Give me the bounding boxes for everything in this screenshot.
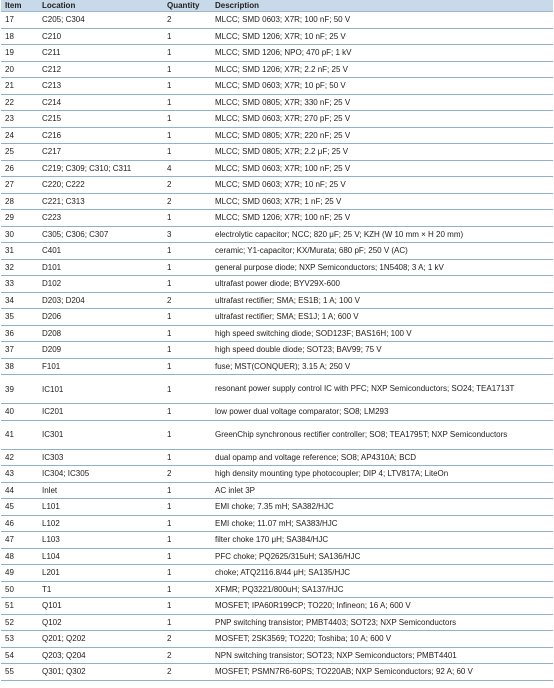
cell-quantity: 1 xyxy=(163,449,211,466)
cell-item: 54 xyxy=(1,647,38,664)
cell-item: 44 xyxy=(1,482,38,499)
cell-description: high speed switching diode; SOD123F; BAS16H; 100 V xyxy=(211,325,553,342)
table-row xyxy=(1,598,553,615)
table-row xyxy=(1,631,553,648)
cell-location: C221; C313 xyxy=(38,193,163,210)
cell-item: 51 xyxy=(1,598,38,615)
cell-description: MLCC; SMD 0603; X7R; 1 nF; 25 V xyxy=(211,193,553,210)
cell-quantity: 2 xyxy=(163,664,211,681)
cell-item: 55 xyxy=(1,664,38,681)
cell-quantity: 1 xyxy=(163,420,211,449)
cell-description: choke; ATQ2116.8/44 μH; SA135/HJC xyxy=(211,565,553,582)
table-row xyxy=(1,664,553,681)
cell-quantity: 1 xyxy=(163,565,211,582)
table-row xyxy=(1,309,553,326)
cell-quantity: 2 xyxy=(163,193,211,210)
cell-item: 28 xyxy=(1,193,38,210)
cell-location: C401 xyxy=(38,243,163,260)
cell-quantity: 2 xyxy=(163,177,211,194)
cell-description: MLCC; SMD 0603; X7R; 10 nF; 25 V xyxy=(211,177,553,194)
cell-item: 38 xyxy=(1,358,38,375)
table-row xyxy=(1,127,553,144)
cell-item: 40 xyxy=(1,404,38,421)
cell-quantity: 1 xyxy=(163,309,211,326)
cell-quantity: 2 xyxy=(163,12,211,29)
cell-item: 18 xyxy=(1,28,38,45)
cell-description: AC inlet 3P xyxy=(211,482,553,499)
cell-quantity: 1 xyxy=(163,259,211,276)
cell-location: C220; C222 xyxy=(38,177,163,194)
table-row xyxy=(1,647,553,664)
table-row xyxy=(1,499,553,516)
table-row xyxy=(1,193,553,210)
cell-location: D102 xyxy=(38,276,163,293)
cell-location: T1 xyxy=(38,581,163,598)
cell-quantity: 1 xyxy=(163,61,211,78)
table-row xyxy=(1,358,553,375)
cell-description: electrolytic capacitor; NCC; 820 μF; 25 V; KZH (W 10 mm × H 20 mm) xyxy=(211,226,553,243)
cell-quantity: 2 xyxy=(163,647,211,664)
cell-description: EMI choke; 11.07 mH; SA383/HJC xyxy=(211,515,553,532)
table-row xyxy=(1,565,553,582)
table-row xyxy=(1,292,553,309)
table-row xyxy=(1,325,553,342)
cell-description: resonant power supply control IC with PFC; NXP Semiconductors; SO24; TEA1713T xyxy=(211,375,553,404)
cell-quantity: 1 xyxy=(163,243,211,260)
cell-description: MOSFET; 2SK3569; TO220; Toshiba; 10 A; 600 V xyxy=(211,631,553,648)
cell-description: MLCC; SMD 0805; X7R; 2.2 μF; 25 V xyxy=(211,144,553,161)
cell-location: F101 xyxy=(38,358,163,375)
table-row xyxy=(1,276,553,293)
table-row xyxy=(1,466,553,483)
cell-description: PFC choke; PQ2625/315uH; SA136/HJC xyxy=(211,548,553,565)
table-row xyxy=(1,210,553,227)
cell-location: C215 xyxy=(38,111,163,128)
cell-description: dual opamp and voltage reference; SO8; AP4310A; BCD xyxy=(211,449,553,466)
cell-location: Q101 xyxy=(38,598,163,615)
cell-location: C205; C304 xyxy=(38,12,163,29)
cell-quantity: 1 xyxy=(163,375,211,404)
cell-item: 39 xyxy=(1,375,38,404)
table-row xyxy=(1,111,553,128)
table-row xyxy=(1,482,553,499)
cell-item: 25 xyxy=(1,144,38,161)
cell-quantity: 1 xyxy=(163,614,211,631)
cell-quantity: 1 xyxy=(163,276,211,293)
cell-item: 26 xyxy=(1,160,38,177)
cell-location: IC303 xyxy=(38,449,163,466)
cell-description: MLCC; SMD 0805; X7R; 220 nF; 25 V xyxy=(211,127,553,144)
cell-item: 22 xyxy=(1,94,38,111)
table-row xyxy=(1,243,553,260)
table-row xyxy=(1,28,553,45)
cell-item: 47 xyxy=(1,532,38,549)
table-row xyxy=(1,449,553,466)
cell-description: ceramic; Y1-capacitor; KX/Murata; 680 pF; 250 V (AC) xyxy=(211,243,553,260)
cell-quantity: 1 xyxy=(163,548,211,565)
cell-item: 36 xyxy=(1,325,38,342)
cell-item: 43 xyxy=(1,466,38,483)
bom-table xyxy=(1,0,553,681)
table-row xyxy=(1,177,553,194)
cell-item: 46 xyxy=(1,515,38,532)
cell-item: 29 xyxy=(1,210,38,227)
cell-location: C211 xyxy=(38,45,163,62)
cell-item: 53 xyxy=(1,631,38,648)
cell-item: 49 xyxy=(1,565,38,582)
bom-table-body xyxy=(1,12,553,681)
table-row xyxy=(1,420,553,449)
cell-location: L104 xyxy=(38,548,163,565)
cell-item: 27 xyxy=(1,177,38,194)
cell-location: L103 xyxy=(38,532,163,549)
header-description: Description xyxy=(211,0,553,12)
cell-description: MLCC; SMD 0805; X7R; 330 nF; 25 V xyxy=(211,94,553,111)
cell-quantity: 1 xyxy=(163,358,211,375)
cell-quantity: 1 xyxy=(163,127,211,144)
cell-quantity: 1 xyxy=(163,45,211,62)
cell-description: EMI choke; 7.35 mH; SA382/HJC xyxy=(211,499,553,516)
cell-item: 24 xyxy=(1,127,38,144)
header-row xyxy=(1,0,553,12)
bom-table-header xyxy=(1,0,553,12)
cell-item: 42 xyxy=(1,449,38,466)
cell-location: C214 xyxy=(38,94,163,111)
cell-item: 34 xyxy=(1,292,38,309)
cell-item: 23 xyxy=(1,111,38,128)
cell-location: C216 xyxy=(38,127,163,144)
cell-item: 20 xyxy=(1,61,38,78)
table-row xyxy=(1,404,553,421)
cell-quantity: 2 xyxy=(163,292,211,309)
cell-quantity: 1 xyxy=(163,598,211,615)
cell-location: C210 xyxy=(38,28,163,45)
cell-quantity: 4 xyxy=(163,160,211,177)
cell-description: high speed double diode; SOT23; BAV99; 75 V xyxy=(211,342,553,359)
cell-description: MLCC; SMD 1206; X7R; 10 nF; 25 V xyxy=(211,28,553,45)
cell-item: 45 xyxy=(1,499,38,516)
cell-location: Inlet xyxy=(38,482,163,499)
cell-description: MLCC; SMD 0603; X7R; 100 nF; 25 V xyxy=(211,160,553,177)
cell-item: 35 xyxy=(1,309,38,326)
cell-description: filter choke 170 μH; SA384/HJC xyxy=(211,532,553,549)
header-quantity: Quantity xyxy=(163,0,211,12)
cell-location: C212 xyxy=(38,61,163,78)
cell-location: L201 xyxy=(38,565,163,582)
header-location: Location xyxy=(38,0,163,12)
cell-quantity: 1 xyxy=(163,515,211,532)
cell-item: 37 xyxy=(1,342,38,359)
cell-location: D209 xyxy=(38,342,163,359)
table-row xyxy=(1,581,553,598)
cell-quantity: 1 xyxy=(163,532,211,549)
cell-item: 41 xyxy=(1,420,38,449)
cell-location: Q102 xyxy=(38,614,163,631)
table-row xyxy=(1,226,553,243)
cell-quantity: 3 xyxy=(163,226,211,243)
table-row xyxy=(1,614,553,631)
cell-quantity: 2 xyxy=(163,631,211,648)
cell-description: MLCC; SMD 0603; X7R; 10 pF; 50 V xyxy=(211,78,553,95)
table-row xyxy=(1,515,553,532)
cell-description: general purpose diode; NXP Semiconductors; 1N5408; 3 A; 1 kV xyxy=(211,259,553,276)
cell-location: D206 xyxy=(38,309,163,326)
cell-description: fuse; MST(CONQUER); 3.15 A; 250 V xyxy=(211,358,553,375)
cell-location: C217 xyxy=(38,144,163,161)
cell-description: MLCC; SMD 1206; X7R; 100 nF; 25 V xyxy=(211,210,553,227)
cell-location: C223 xyxy=(38,210,163,227)
cell-location: C213 xyxy=(38,78,163,95)
cell-item: 17 xyxy=(1,12,38,29)
table-row xyxy=(1,160,553,177)
table-row xyxy=(1,12,553,29)
cell-location: C305; C306; C307 xyxy=(38,226,163,243)
cell-item: 21 xyxy=(1,78,38,95)
cell-description: MOSFET; PSMN7R6-60PS; TO220AB; NXP Semiconductors; 92 A; 60 V xyxy=(211,664,553,681)
cell-description: MOSFET; IPA60R199CP; TO220; Infineon; 16 A; 600 V xyxy=(211,598,553,615)
cell-quantity: 1 xyxy=(163,581,211,598)
cell-description: MLCC; SMD 1206; NPO; 470 pF; 1 kV xyxy=(211,45,553,62)
cell-quantity: 1 xyxy=(163,342,211,359)
cell-description: XFMR; PQ3221/800uH; SA137/HJC xyxy=(211,581,553,598)
cell-item: 19 xyxy=(1,45,38,62)
cell-item: 50 xyxy=(1,581,38,598)
cell-item: 31 xyxy=(1,243,38,260)
cell-description: ultrafast rectifier; SMA; ES1B; 1 A; 100 V xyxy=(211,292,553,309)
cell-quantity: 1 xyxy=(163,210,211,227)
cell-description: high density mounting type photocoupler; DIP 4; LTV817A; LiteOn xyxy=(211,466,553,483)
cell-item: 32 xyxy=(1,259,38,276)
cell-location: C219; C309; C310; C311 xyxy=(38,160,163,177)
cell-location: IC101 xyxy=(38,375,163,404)
cell-item: 33 xyxy=(1,276,38,293)
cell-location: D208 xyxy=(38,325,163,342)
cell-location: D101 xyxy=(38,259,163,276)
cell-description: ultrafast rectifier; SMA; ES1J; 1 A; 600 V xyxy=(211,309,553,326)
cell-quantity: 1 xyxy=(163,404,211,421)
cell-quantity: 1 xyxy=(163,111,211,128)
cell-quantity: 2 xyxy=(163,466,211,483)
cell-description: low power dual voltage comparator; SO8; LM293 xyxy=(211,404,553,421)
cell-quantity: 1 xyxy=(163,78,211,95)
cell-item: 52 xyxy=(1,614,38,631)
cell-description: ultrafast power diode; BYV29X-600 xyxy=(211,276,553,293)
table-row xyxy=(1,144,553,161)
cell-description: PNP switching transistor; PMBT4403; SOT23; NXP Semiconductors xyxy=(211,614,553,631)
cell-location: IC304; IC305 xyxy=(38,466,163,483)
cell-quantity: 1 xyxy=(163,144,211,161)
cell-quantity: 1 xyxy=(163,28,211,45)
cell-location: Q301; Q302 xyxy=(38,664,163,681)
table-row xyxy=(1,94,553,111)
cell-quantity: 1 xyxy=(163,482,211,499)
cell-description: MLCC; SMD 0603; X7R; 270 pF; 25 V xyxy=(211,111,553,128)
header-item: Item xyxy=(1,0,38,12)
cell-description: MLCC; SMD 0603; X7R; 100 nF; 50 V xyxy=(211,12,553,29)
cell-location: IC201 xyxy=(38,404,163,421)
table-row xyxy=(1,375,553,404)
table-row xyxy=(1,342,553,359)
cell-description: NPN switching transistor; SOT23; NXP Semiconductors; PMBT4401 xyxy=(211,647,553,664)
cell-description: MLCC; SMD 1206; X7R; 2.2 nF; 25 V xyxy=(211,61,553,78)
cell-location: Q201; Q202 xyxy=(38,631,163,648)
table-row xyxy=(1,45,553,62)
table-row xyxy=(1,259,553,276)
table-row xyxy=(1,78,553,95)
cell-quantity: 1 xyxy=(163,325,211,342)
cell-location: IC301 xyxy=(38,420,163,449)
cell-description: GreenChip synchronous rectifier controller; SO8; TEA1795T; NXP Semiconductors xyxy=(211,420,553,449)
table-row xyxy=(1,548,553,565)
table-row xyxy=(1,61,553,78)
cell-location: Q203; Q204 xyxy=(38,647,163,664)
cell-quantity: 1 xyxy=(163,499,211,516)
cell-item: 48 xyxy=(1,548,38,565)
cell-quantity: 1 xyxy=(163,94,211,111)
cell-item: 30 xyxy=(1,226,38,243)
cell-location: L102 xyxy=(38,515,163,532)
table-row xyxy=(1,532,553,549)
cell-location: D203; D204 xyxy=(38,292,163,309)
cell-location: L101 xyxy=(38,499,163,516)
